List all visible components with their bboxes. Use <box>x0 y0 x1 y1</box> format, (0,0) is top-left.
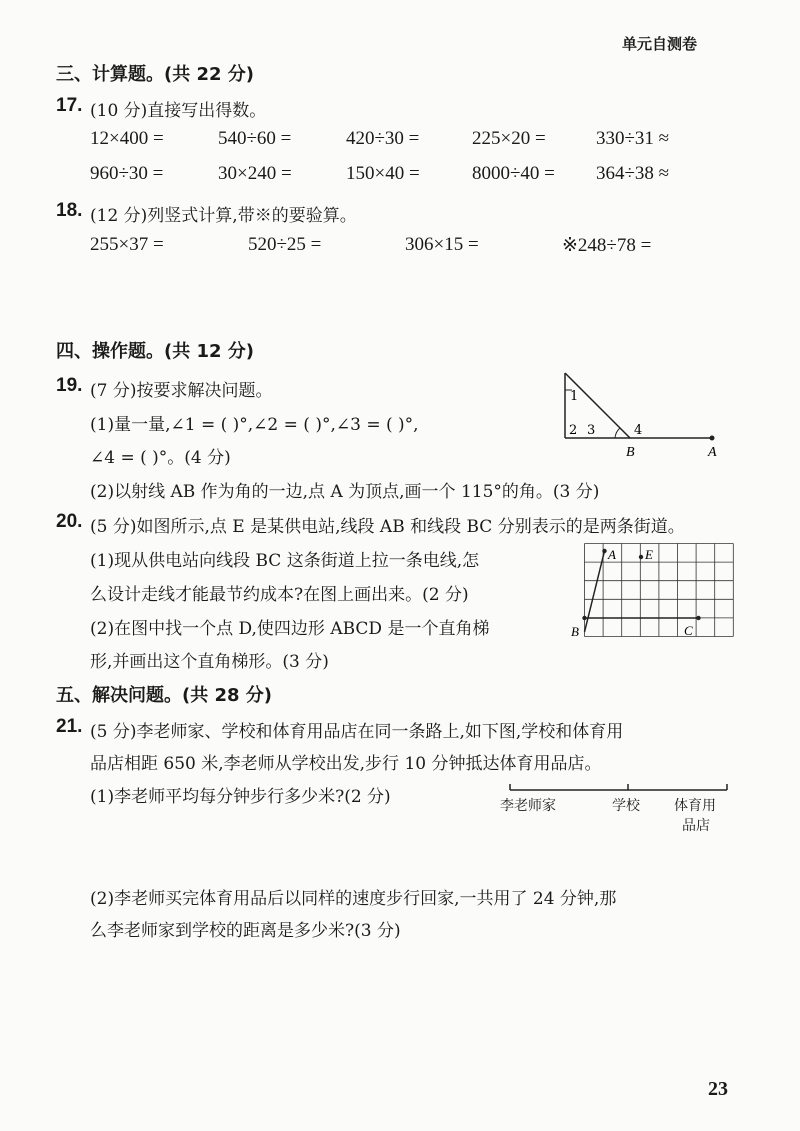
q17-item: 8000÷40 = <box>472 163 555 184</box>
q21-number: 21. <box>56 716 83 737</box>
angle-label-2: 2 <box>569 423 578 438</box>
header-title: 单元自测卷 <box>622 35 698 53</box>
q17-item: 12×400 = <box>90 128 164 149</box>
q21-part2-line1: (2)李老师买完体育用品后以同样的速度步行回家,一共用了 24 分钟,那 <box>90 889 617 909</box>
q19-part1-line1: (1)量一量,∠1 = ( )°,∠2 = ( )°,∠3 = ( )°, <box>90 415 419 435</box>
grid-label-e: E <box>645 547 653 562</box>
q20-stem: (5 分)如图所示,点 E 是某供电站,线段 AB 和线段 BC 分别表示的是两条街道。 <box>90 517 685 537</box>
grid-label-c: C <box>684 623 693 638</box>
q19-number: 19. <box>56 375 83 396</box>
q20-grid-figure <box>568 543 718 643</box>
angle-label-1: 1 <box>570 389 579 404</box>
q20-part2-line1: (2)在图中找一个点 D,使四边形 ABCD 是一个直角梯 <box>90 619 490 639</box>
q20-part1-line1: (1)现从供电站向线段 BC 这条街道上拉一条电线,怎 <box>90 551 480 571</box>
q17-item: 960÷30 = <box>90 163 164 184</box>
q20-part1-line2: 么设计走线才能最节约成本?在图上画出来。(2 分) <box>90 585 469 605</box>
point-label-a: A <box>708 445 717 460</box>
q20-number: 20. <box>56 511 83 532</box>
q21-part1: (1)李老师平均每分钟步行多少米?(2 分) <box>90 787 391 807</box>
q19-part1-line2: ∠4 = ( )°。(4 分) <box>90 448 231 468</box>
q17-number: 17. <box>56 95 83 116</box>
angle-label-4: 4 <box>634 423 643 438</box>
q17-stem: (10 分)直接写出得数。 <box>90 101 267 121</box>
point-label-b: B <box>626 445 635 460</box>
q18-stem: (12 分)列竖式计算,带※的要验算。 <box>90 206 357 226</box>
q18-item: 306×15 = <box>405 234 479 255</box>
q19-part2: (2)以射线 AB 作为角的一边,点 A 为顶点,画一个 115°的角。(3 分) <box>90 482 600 502</box>
diagram-label-home: 李老师家 <box>500 798 556 814</box>
angle-label-3: 3 <box>587 423 596 438</box>
grid-label-b: B <box>571 624 579 639</box>
grid-label-a: A <box>608 547 616 562</box>
q18-item: 255×37 = <box>90 234 164 255</box>
q17-item: 420÷30 = <box>346 128 420 149</box>
q17-item: 225×20 = <box>472 128 546 149</box>
q17-item: 330÷31 ≈ <box>596 128 670 149</box>
diagram-label-store-2: 品店 <box>682 818 710 834</box>
q20-part2-line2: 形,并画出这个直角梯形。(3 分) <box>90 652 329 672</box>
q17-item: 540÷60 = <box>218 128 292 149</box>
q19-stem: (7 分)按要求解决问题。 <box>90 381 273 401</box>
q21-stem-line1: (5 分)李老师家、学校和体育用品店在同一条路上,如下图,学校和体育用 <box>90 722 624 742</box>
diagram-label-school: 学校 <box>612 798 640 814</box>
q18-item: 520÷25 = <box>248 234 322 255</box>
section5-title: 五、解决问题。(共 28 分) <box>56 685 273 706</box>
page-number: 23 <box>708 1078 728 1100</box>
q21-part2-line2: 么李老师家到学校的距离是多少米?(3 分) <box>90 921 401 941</box>
q19-angle-figure <box>560 368 720 458</box>
section4-title: 四、操作题。(共 12 分) <box>56 341 255 362</box>
q17-item: 364÷38 ≈ <box>596 163 670 184</box>
section3-title: 三、计算题。(共 22 分) <box>56 64 255 85</box>
q17-item: 30×240 = <box>218 163 292 184</box>
q18-number: 18. <box>56 200 83 221</box>
q18-item: ※248÷78 = <box>562 235 652 256</box>
q17-item: 150×40 = <box>346 163 420 184</box>
diagram-label-store-1: 体育用 <box>674 798 716 814</box>
q21-stem-line2: 品店相距 650 米,李老师从学校出发,步行 10 分钟抵达体育用品店。 <box>90 754 602 774</box>
